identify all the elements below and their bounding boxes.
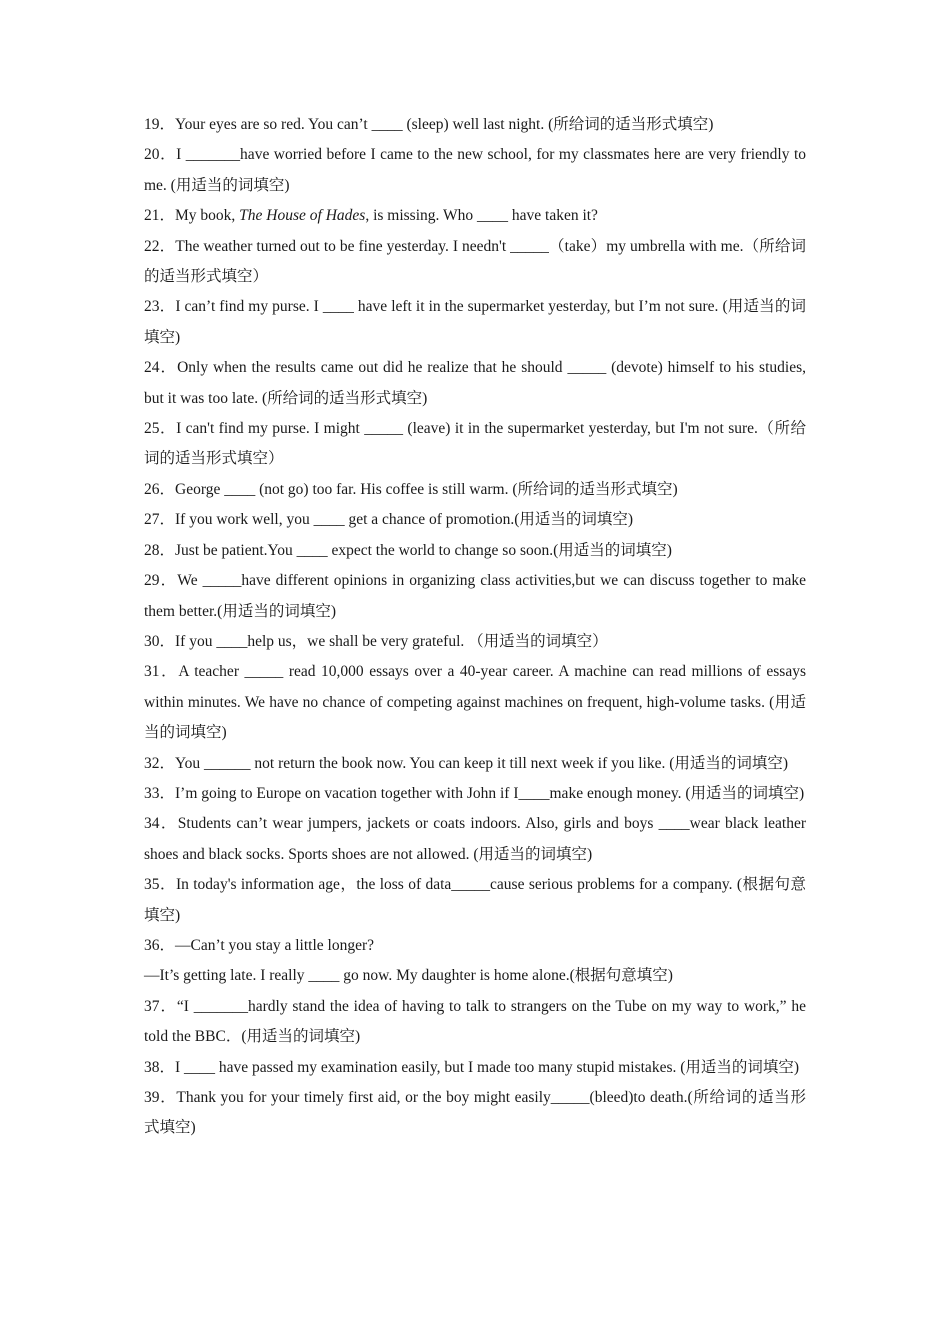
question-24: 24．Only when the results came out did he realize that he should _____ (devote) himself to his studies, but it was too late. (所给词的适当形式填空) bbox=[144, 359, 806, 407]
question-23: 23．I can’t find my purse. I ____ have left it in the supermarket yesterday, but I’m not sure. (用适当的词填空) bbox=[144, 298, 806, 346]
question-19: 19．Your eyes are so red. You can’t ____ (sleep) well last night. (所给词的适当形式填空) bbox=[144, 116, 714, 133]
question-37: 37．“I _______hardly stand the idea of having to talk to strangers on the Tube on my way to work,” he told the BBC．(用适当的词填空) bbox=[144, 997, 806, 1046]
book-title: The House of Hades bbox=[239, 207, 366, 225]
question-39: 39．Thank you for your timely first aid, or the boy might easily_____(bleed)to death.(所给词的适当形式填空) bbox=[144, 1089, 806, 1137]
question-22: 22．The weather turned out to be fine yesterday. I needn't _____（take）my umbrella with me.（所给词的适当形式填空） bbox=[144, 237, 806, 286]
question-21-pre: 21．My book, bbox=[144, 207, 240, 225]
question-32: 32．You ______ not return the book now. You can keep it till next week if you like. (用适当的词填空) bbox=[144, 754, 789, 772]
question-26: 26．George ____ (not go) too far. His coffee is still warm. (所给词的适当形式填空) bbox=[144, 480, 678, 498]
question-34: 34．Students can’t wear jumpers, jackets or coats indoors. Also, girls and boys ____wear black leather shoes and black socks. Sports shoes are not allowed. (用适当的词填空) bbox=[144, 815, 806, 863]
question-21 bbox=[144, 201, 806, 231]
question-27: 27．If you work well, you ____ get a chance of promotion.(用适当的词填空) bbox=[144, 511, 634, 529]
question-28: 28．Just be patient.You ____ expect the world to change so soon.(用适当的词填空) bbox=[144, 541, 672, 559]
question-33: 33．I’m going to Europe on vacation together with John if I____make enough money. (用适当的词填空) bbox=[144, 784, 805, 802]
worksheet-page bbox=[144, 110, 806, 1144]
question-21-post: , is missing. Who ____ have taken it? bbox=[365, 207, 598, 225]
question-36: 36．—Can’t you stay a little longer? bbox=[144, 936, 375, 954]
question-36-reply: —It’s getting late. I really ____ go now. My daughter is home alone.(根据句意填空) bbox=[144, 967, 673, 985]
question-35: 35．In today's information age，the loss of data_____cause serious problems for a company. (根据句意填空) bbox=[144, 876, 806, 924]
question-29: 29．We _____have different opinions in organizing class activities,but we can discuss together to make them better.(用适当的词填空) bbox=[144, 572, 806, 620]
question-30: 30．If you ____help us，we shall be very grateful. （用适当的词填空） bbox=[144, 632, 608, 650]
question-31: 31．A teacher _____ read 10,000 essays over a 40-year career. A machine can read millions of essays within minutes. We have no chance of competing against machines on frequent, high-volume tasks. (用适当的词填空) bbox=[144, 663, 806, 742]
question-25: 25．I can't find my purse. I might _____ (leave) it in the supermarket yesterday, but I'm not sure.（所给词的适当形式填空） bbox=[144, 420, 806, 468]
question-38: 38．I ____ have passed my examination easily, but I made too many stupid mistakes. (用适当的词填空) bbox=[144, 1058, 800, 1076]
question-20: 20．I _______have worried before I came to the new school, for my classmates here are very friendly to me. (用适当的词填空) bbox=[144, 146, 806, 194]
